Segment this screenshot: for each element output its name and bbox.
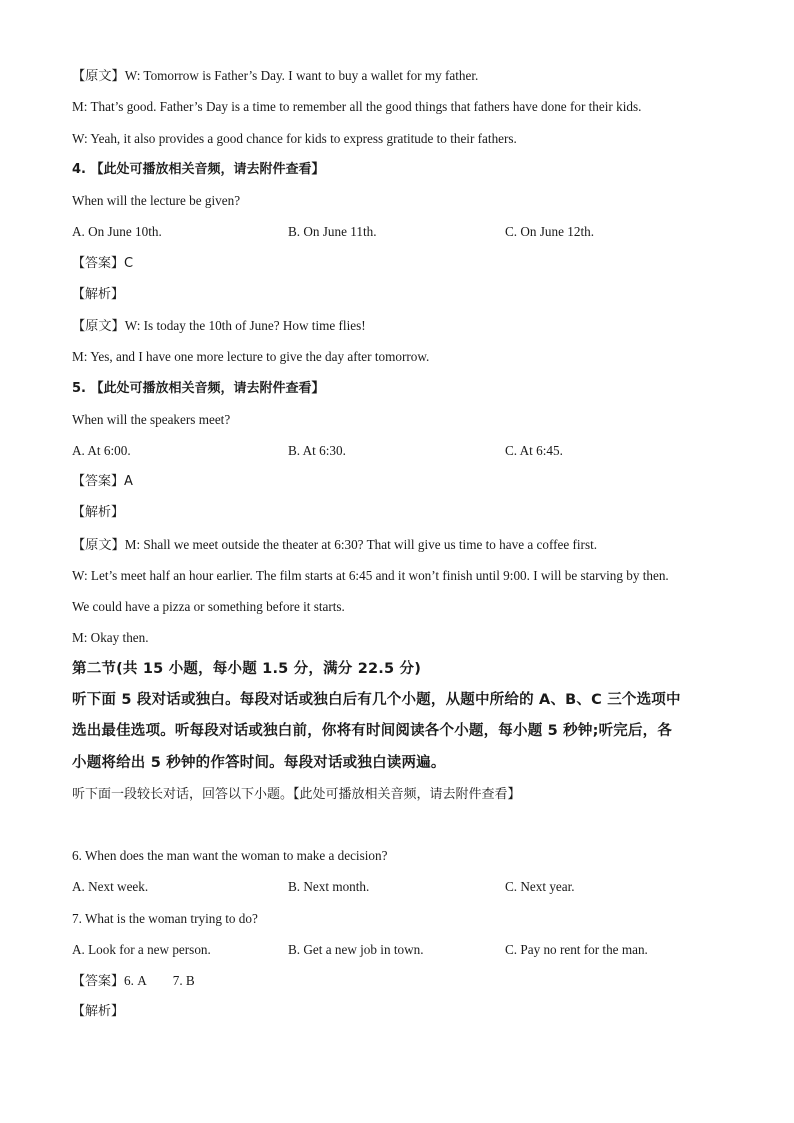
transcript-line: 【原文】W: Tomorrow is Father’s Day. I want to buy a wallet for my father. xyxy=(72,68,479,83)
question-7-text: 7. What is the woman trying to do? xyxy=(72,911,258,926)
option-a: A. Look for a new person. xyxy=(72,942,211,957)
option-b: B. Get a new job in town. xyxy=(288,942,424,957)
question-4-heading: 4. 【此处可播放相关音频，请去附件查看】 xyxy=(72,162,325,177)
option-b: B. At 6:30. xyxy=(288,443,346,458)
analysis-label: 【解析】 xyxy=(72,505,125,520)
question-4-options xyxy=(72,223,732,241)
transcript-line: We could have a pizza or something before it starts. xyxy=(72,599,345,614)
option-a: A. Next week. xyxy=(72,879,149,894)
answer-label: 【答案】A xyxy=(72,474,133,489)
analysis-label: 【解析】 xyxy=(72,1004,125,1019)
option-b: B. On June 11th. xyxy=(288,224,377,239)
answer-6: 6. A xyxy=(124,973,147,988)
section-2-instruction: 小题将给出 5 秒钟的作答时间。每段对话或独白读两遍。 xyxy=(72,755,446,771)
transcript-line: M: Okay then. xyxy=(72,630,149,645)
sub-instruction: 听下面一段较长对话，回答以下小题。【此处可播放相关音频，请去附件查看】 xyxy=(72,787,521,802)
transcript-line: M: Yes, and I have one more lecture to give the day after tomorrow. xyxy=(72,349,430,364)
question-5-heading: 5. 【此处可播放相关音频，请去附件查看】 xyxy=(72,381,325,396)
question-6-text: 6. When does the man want the woman to make a decision? xyxy=(72,848,388,863)
option-c: C. Next year. xyxy=(505,879,575,894)
option-c: C. On June 12th. xyxy=(505,224,595,239)
option-c: C. At 6:45. xyxy=(505,443,563,458)
transcript-line: W: Let’s meet half an hour earlier. The film starts at 6:45 and it won’t finish until 9:00. I will be starving by then. xyxy=(72,568,669,583)
transcript-line: M: That’s good. Father’s Day is a time to remember all the good things that fathers have done for their kids. xyxy=(72,99,642,114)
question-6-options xyxy=(72,878,732,896)
answer-label: 【答案】 xyxy=(72,974,125,989)
option-c: C. Pay no rent for the man. xyxy=(505,942,648,957)
question-5-text: When will the speakers meet? xyxy=(72,412,231,427)
question-4-text: When will the lecture be given? xyxy=(72,193,241,208)
section-2-instruction: 听下面 5 段对话或独白。每段对话或独白后有几个小题，从题中所给的 A、B、C 三个选项中 xyxy=(72,692,681,708)
option-a: A. At 6:00. xyxy=(72,443,131,458)
option-a: A. On June 10th. xyxy=(72,224,162,239)
analysis-label: 【解析】 xyxy=(72,287,125,302)
section-2-title: 第二节(共 15 小题，每小题 1.5 分，满分 22.5 分) xyxy=(72,661,422,677)
section-2-instruction: 选出最佳选项。听每段对话或独白前，你将有时间阅读各个小题，每小题 5 秒钟;听完后，各 xyxy=(72,723,673,739)
transcript-line: 【原文】W: Is today the 10th of June? How time flies! xyxy=(72,318,366,333)
answers-6-7 xyxy=(72,972,195,991)
transcript-line: W: Yeah, it also provides a good chance for kids to express gratitude to their fathers. xyxy=(72,131,517,146)
option-b: B. Next month. xyxy=(288,879,370,894)
transcript-line: 【原文】M: Shall we meet outside the theater at 6:30? That will give us time to have a coffee first. xyxy=(72,537,598,552)
answer-label: 【答案】C xyxy=(72,256,134,271)
question-7-options xyxy=(72,941,732,959)
question-5-options xyxy=(72,442,732,460)
answer-7: 7. B xyxy=(172,973,195,988)
